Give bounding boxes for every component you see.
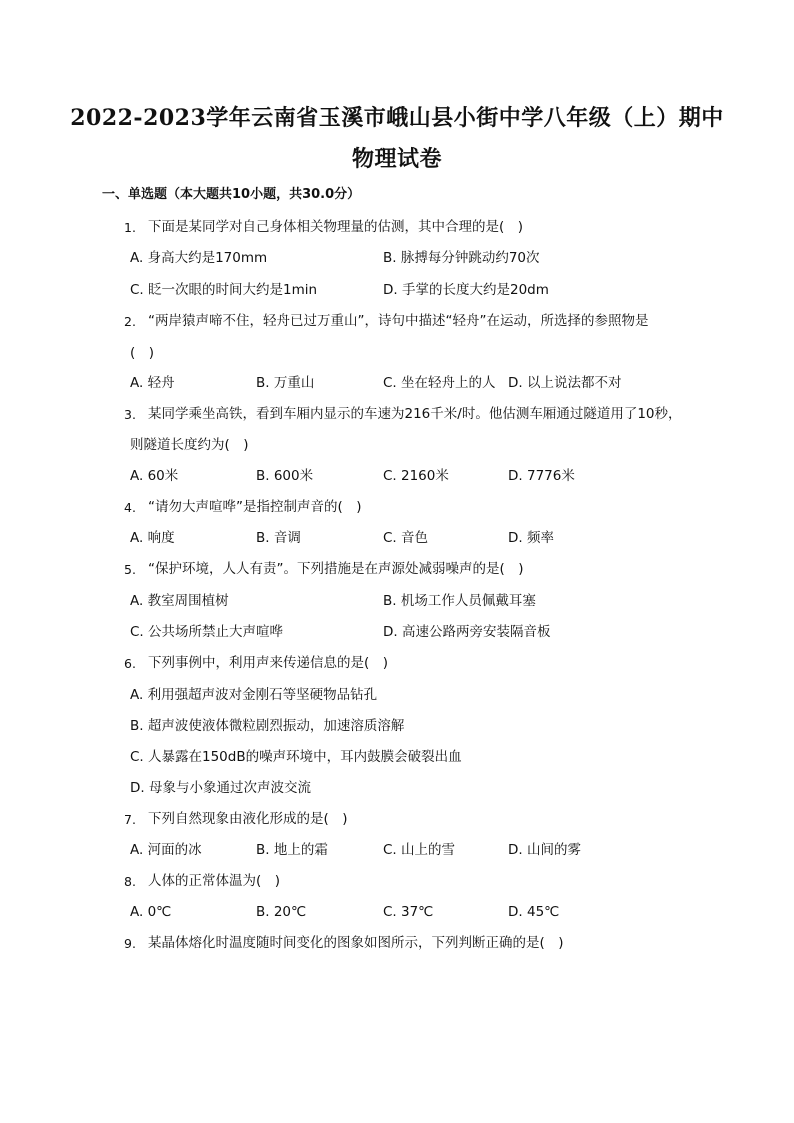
question-text: “两岸猿声啼不住，轻舟已过万重山”，诗句中描述“轻舟”在运动，所选择的参照物是 <box>148 313 649 329</box>
question-number: 6. <box>124 656 136 671</box>
exam-title-line-1: 2022-2023学年云南省玉溪市峨山县小街中学八年级（上）期中 <box>70 105 724 131</box>
option-a: A. 利用强超声波对金刚石等坚硬物品钻孔 <box>130 687 378 703</box>
question-text-continued: ( ) <box>130 345 155 361</box>
option-c: C. 坐在轻舟上的人 <box>383 375 496 391</box>
exam-title-line-2: 物理试卷 <box>351 146 442 172</box>
option-b: B. 地上的霜 <box>256 842 328 858</box>
question-text: 某同学乘坐高铁，看到车厢内显示的车速为216千米/时。他估测车厢通过隧道用了10秒， <box>148 406 682 422</box>
option-d: D. 7776米 <box>508 468 575 484</box>
question-text: 人体的正常体温为( ) <box>148 873 281 889</box>
option-c: C. 2160米 <box>383 468 449 484</box>
option-d: D. 45℃ <box>508 904 560 920</box>
option-a: A. 轻舟 <box>130 375 175 391</box>
question-text: “保护环境，人人有责”。下列措施是在声源处减弱噪声的是( ) <box>148 561 524 577</box>
option-d: D. 山间的雾 <box>508 842 581 858</box>
question-number: 4. <box>124 500 136 515</box>
option-b: B. 600米 <box>256 468 314 484</box>
question-text: 下面是某同学对自己身体相关物理量的估测，其中合理的是( ) <box>148 219 524 235</box>
option-c: C. 山上的雪 <box>383 842 456 858</box>
question-number: 3. <box>124 407 136 422</box>
option-b: B. 超声波使液体微粒剧烈振动，加速溶质溶解 <box>130 718 405 734</box>
section-heading: 一、单选题（本大题共10小题，共30.0分） <box>102 187 361 202</box>
option-b: B. 机场工作人员佩戴耳塞 <box>383 593 536 609</box>
option-d: D. 频率 <box>508 530 554 546</box>
option-a: A. 60米 <box>130 468 179 484</box>
option-a: A. 身高大约是170mm <box>130 250 268 266</box>
option-b: B. 脉搏每分钟跳动约70次 <box>383 250 540 266</box>
option-d: D. 高速公路两旁安装隔音板 <box>383 624 551 640</box>
option-b: B. 万重山 <box>256 375 315 391</box>
option-a: A. 河面的冰 <box>130 842 202 858</box>
option-d: D. 手掌的长度大约是20dm <box>383 282 549 298</box>
option-a: A. 响度 <box>130 530 175 546</box>
question-text: “请勿大声喧哗”是指控制声音的( ) <box>148 499 362 515</box>
question-number: 8. <box>124 874 136 889</box>
question-text-continued: 则隧道长度约为( ) <box>130 437 249 453</box>
question-text: 下列事例中，利用声来传递信息的是( ) <box>148 655 389 671</box>
option-c: C. 眨一次眼的时间大约是1min <box>130 282 318 298</box>
question-number: 1. <box>124 220 136 235</box>
option-d: D. 母象与小象通过次声波交流 <box>130 780 311 796</box>
option-b: B. 音调 <box>256 530 301 546</box>
option-b: B. 20℃ <box>256 904 307 920</box>
question-number: 5. <box>124 562 136 577</box>
option-a: A. 0℃ <box>130 904 172 920</box>
question-text: 下列自然现象由液化形成的是( ) <box>148 811 348 827</box>
question-text: 某晶体熔化时温度随时间变化的图象如图所示，下列判断正确的是( ) <box>148 935 564 951</box>
option-d: D. 以上说法都不对 <box>508 375 622 391</box>
option-c: C. 公共场所禁止大声喧哗 <box>130 624 284 640</box>
option-c: C. 音色 <box>383 530 429 546</box>
question-number: 9. <box>124 936 136 951</box>
option-c: C. 37℃ <box>383 904 434 920</box>
option-c: C. 人暴露在150dB的噪声环境中，耳内鼓膜会破裂出血 <box>130 749 462 765</box>
question-number: 7. <box>124 812 136 827</box>
option-a: A. 教室周围植树 <box>130 593 229 609</box>
question-number: 2. <box>124 314 136 329</box>
